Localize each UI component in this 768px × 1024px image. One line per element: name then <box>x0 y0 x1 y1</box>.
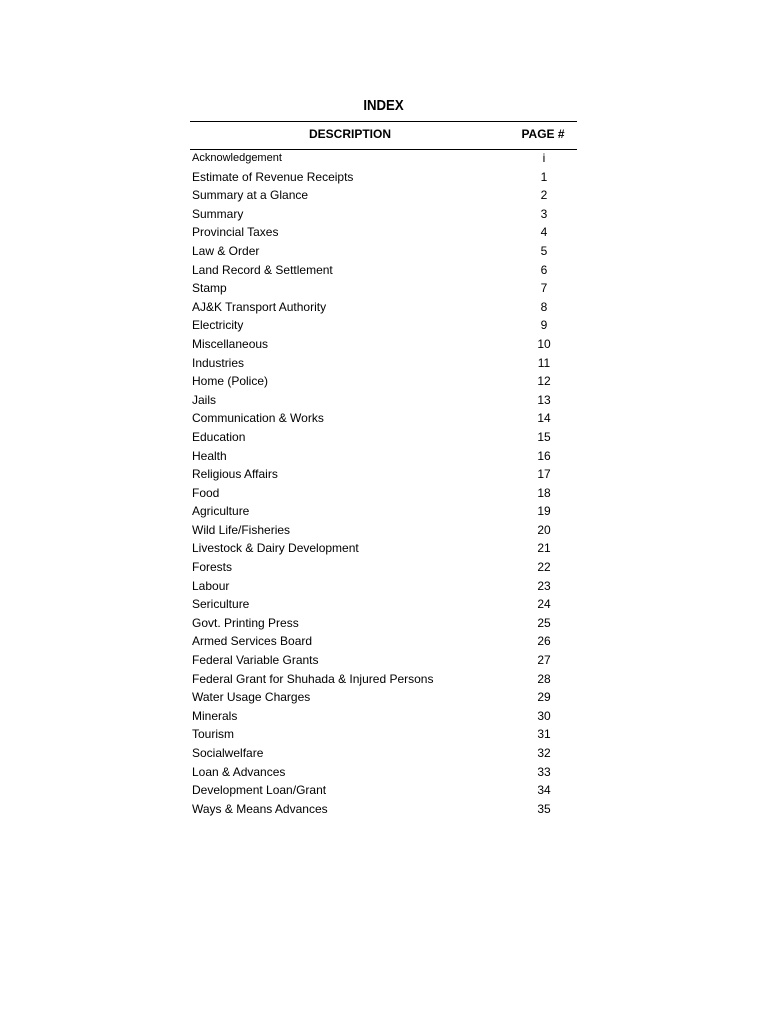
entry-page-number: 9 <box>540 318 548 333</box>
entry-page-number: 15 <box>537 429 551 444</box>
entry-description: Minerals <box>192 708 238 723</box>
entry-page-number: 14 <box>537 411 551 426</box>
entry-description: Development Loan/Grant <box>192 783 327 798</box>
index-entry <box>190 298 577 317</box>
entry-description: Food <box>192 485 220 500</box>
index-entry <box>190 242 577 261</box>
index-entry <box>190 595 577 614</box>
entry-page-number: 5 <box>540 243 548 258</box>
entry-page-number: 21 <box>537 541 551 556</box>
entry-description: Livestock & Dairy Development <box>192 541 359 556</box>
description-column-header: DESCRIPTION <box>308 127 391 141</box>
index-entry <box>190 409 577 428</box>
entry-page-number: 1 <box>540 169 548 184</box>
index-entry <box>190 651 577 670</box>
index-entry <box>190 670 577 689</box>
entry-description: Land Record & Settlement <box>192 262 333 277</box>
index-entry <box>190 205 577 224</box>
header-top-rule <box>190 121 577 122</box>
index-entry <box>190 465 577 484</box>
entry-description: Home (Police) <box>192 374 269 389</box>
index-entry <box>190 632 577 651</box>
entry-description: Labour <box>192 578 230 593</box>
entry-page-number: 18 <box>537 485 551 500</box>
entry-page-number: 33 <box>537 764 551 779</box>
entry-page-number: i <box>542 151 546 165</box>
entry-description: Education <box>192 429 246 444</box>
entry-page-number: 11 <box>537 355 551 370</box>
entry-description: Communication & Works <box>192 411 324 426</box>
entry-page-number: 3 <box>540 206 548 221</box>
entry-description: Tourism <box>192 727 235 742</box>
index-entry <box>190 800 577 819</box>
entry-description: Electricity <box>192 318 244 333</box>
entry-page-number: 26 <box>537 634 551 649</box>
index-entry <box>190 149 577 168</box>
index-entry <box>190 316 577 335</box>
index-entry <box>190 354 577 373</box>
entry-page-number: 4 <box>540 225 548 240</box>
entry-page-number: 30 <box>537 708 551 723</box>
entry-description: Govt. Printing Press <box>192 615 299 630</box>
entry-description: Estimate of Revenue Receipts <box>192 169 354 184</box>
index-entry <box>190 391 577 410</box>
entry-page-number: 20 <box>537 522 551 537</box>
index-entry <box>190 279 577 298</box>
entry-description: Socialwelfare <box>192 746 264 760</box>
index-entry <box>190 688 577 707</box>
index-entry <box>190 744 577 763</box>
index-entry <box>190 372 577 391</box>
entry-description: Forests <box>192 560 233 575</box>
index-entry <box>190 781 577 800</box>
entry-description: Agriculture <box>192 504 250 519</box>
entry-page-number: 24 <box>537 597 551 612</box>
entry-description: Loan & Advances <box>192 764 286 779</box>
entry-page-number: 19 <box>537 504 551 519</box>
entry-page-number: 34 <box>537 783 551 798</box>
entry-page-number: 31 <box>537 727 551 742</box>
index-entry <box>190 335 577 354</box>
entry-page-number: 27 <box>537 653 551 668</box>
entry-description: Summary at a Glance <box>192 188 309 203</box>
entry-page-number: 32 <box>537 746 551 760</box>
index-title: INDEX <box>363 97 404 114</box>
entry-description: Federal Variable Grants <box>192 653 319 668</box>
entry-page-number: 8 <box>540 299 548 314</box>
entry-description: Ways & Means Advances <box>192 801 328 816</box>
page-column-header: PAGE # <box>521 127 565 141</box>
entry-page-number: 16 <box>537 448 551 463</box>
entry-description: Provincial Taxes <box>192 225 279 240</box>
index-entry <box>190 521 577 540</box>
index-entry <box>190 763 577 782</box>
entry-description: Jails <box>192 392 217 407</box>
entry-page-number: 23 <box>537 578 551 593</box>
entry-description: Armed Services Board <box>192 634 313 649</box>
index-list <box>190 149 577 818</box>
entry-description: Stamp <box>192 281 227 296</box>
entry-description: Acknowledgement <box>192 152 282 164</box>
entry-page-number: 12 <box>537 374 551 389</box>
entry-description: Religious Affairs <box>192 467 278 482</box>
index-entry <box>190 577 577 596</box>
index-entry <box>190 168 577 187</box>
entry-description: Health <box>192 448 227 463</box>
entry-page-number: 22 <box>537 560 551 575</box>
index-entry <box>190 502 577 521</box>
entry-page-number: 6 <box>540 262 548 277</box>
entry-page-number: 25 <box>537 615 551 630</box>
index-entry <box>190 261 577 280</box>
entry-description: AJ&K Transport Authority <box>192 299 327 314</box>
entry-description: Miscellaneous <box>192 336 269 351</box>
entry-description: Industries <box>192 355 245 370</box>
entry-page-number: 28 <box>537 671 551 686</box>
entry-description: Wild Life/Fisheries <box>192 522 291 537</box>
index-entry <box>190 707 577 726</box>
entry-description: Law & Order <box>192 243 260 258</box>
entry-page-number: 7 <box>540 281 548 296</box>
index-entry <box>190 223 577 242</box>
entry-page-number: 10 <box>537 336 551 351</box>
entry-description: Summary <box>192 206 244 221</box>
entry-page-number: 35 <box>537 801 551 816</box>
entry-description: Water Usage Charges <box>192 690 311 705</box>
index-entry <box>190 614 577 633</box>
entry-page-number: 17 <box>537 467 551 482</box>
entry-page-number: 13 <box>537 392 551 407</box>
index-entry <box>190 539 577 558</box>
entry-page-number: 29 <box>537 690 551 705</box>
entry-description: Sericulture <box>192 597 250 612</box>
index-entry <box>190 428 577 447</box>
index-entry <box>190 447 577 466</box>
index-entry <box>190 484 577 503</box>
index-entry <box>190 558 577 577</box>
index-entry <box>190 186 577 205</box>
index-entry <box>190 725 577 744</box>
entry-page-number: 2 <box>540 188 548 203</box>
index-header <box>190 127 577 145</box>
entry-description: Federal Grant for Shuhada & Injured Persons <box>192 671 434 686</box>
